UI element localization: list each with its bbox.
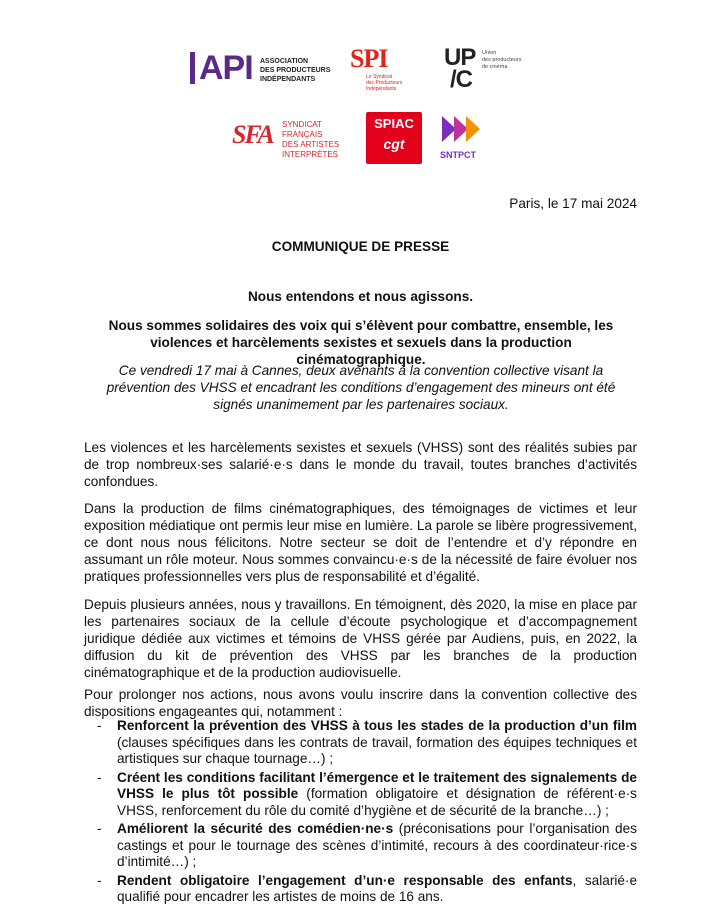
- paragraph-2: Dans la production de films cinématographiques, des témoignages de victimes et leur exposition médiatique ont permis leur mise en lumière. La parole se libère progressivement, ce dont nous nous félicitons. Notre secteur se doit de l’entendre et d’y répondre en assumant un rôle moteur. Nous sommes convaincu·e·s de la nécessité de faire évoluer nos pratiques professionnelles vers plus de responsabilité et d’égalité.: [84, 501, 637, 584]
- date-line: Paris, le 17 mai 2024: [509, 196, 637, 211]
- list-item-bold: Renforcent la prévention des VHSS à tous les stades de la production d’un film: [117, 718, 637, 733]
- list-item: [84, 718, 637, 768]
- engagement-list: [84, 718, 637, 908]
- api-text-2: DES PRODUCTEURS: [260, 67, 331, 74]
- list-dash: -: [97, 718, 102, 733]
- paragraph-1: Les violences et les harcèlements sexistes et sexuels (VHSS) sont des réalités subies par de trop nombreux·ses salarié·e·s dans le monde du travail, toutes branches d’activités confondues.: [84, 440, 637, 489]
- upc-mark-bottom: /C: [450, 66, 472, 93]
- list-item: [84, 821, 637, 871]
- list-item-text: (préconisations pour l’organisation des castings et pour le tournage des scènes d’intimité, recours à des coordinateur·rice·s d’intimité…) ;: [117, 821, 637, 869]
- intro-italic: Ce vendredi 17 mai à Cannes, deux avenants à la convention collective visant la prévention des VHSS et encadrant les conditions d’engagement des mineurs ont été signés unanimement par les partenaires sociaux.: [106, 363, 616, 412]
- page-title: COMMUNIQUE DE PRESSE: [271, 239, 450, 254]
- list-item-bold: Améliorent la sécurité des comédien·ne·s: [117, 821, 394, 836]
- list-item-bold: Rendent obligatoire l’engagement d’un·e responsable des enfants: [117, 872, 573, 888]
- api-bar-icon: [190, 52, 195, 84]
- list-dash: -: [97, 821, 102, 836]
- spi-text-2: des Producteurs: [366, 80, 403, 86]
- list-item-bold: Créent les conditions facilitant l’émergence et le traitement des signalements de VHSS le plus tôt possible: [117, 769, 637, 801]
- logo-spi: [350, 44, 425, 94]
- logo-api: [190, 48, 340, 88]
- sfa-text-4: INTERPRÈTES: [282, 150, 339, 159]
- api-text-1: ASSOCIATION: [260, 58, 309, 65]
- list-item: [84, 873, 637, 906]
- upc-mark-top: UP: [444, 44, 476, 71]
- spi-text-1: Le Syndicat: [366, 74, 393, 80]
- logo-sfa: [232, 118, 357, 162]
- list-dash: -: [97, 872, 102, 888]
- subheading-1: Nous entendons et nous agissons.: [247, 289, 474, 304]
- logo-upc: [444, 46, 534, 92]
- spi-text-3: Indépendants: [366, 86, 397, 92]
- list-item-text: (formation obligatoire et désignation de référent·e·s VHSS, renforcement du rôle du comité d’hygiène et de sécurité de la branche…) ;: [117, 786, 637, 818]
- logo-sntpct: [440, 114, 490, 166]
- list-dash: -: [97, 769, 102, 785]
- sfa-text-2: FRANÇAIS: [282, 130, 323, 139]
- list-item-text: (clauses spécifiques dans les contrats de travail, formation des équipes techniques et artistiques sur chaque tournage…) ;: [117, 734, 637, 766]
- list-item: [84, 770, 637, 820]
- list-item-text: , salarié·e qualifié pour encadrer les artistes de moins de 16 ans.: [117, 872, 638, 904]
- sfa-text-3: DES ARTISTES: [282, 140, 340, 149]
- sfa-mark: SFA: [232, 120, 273, 149]
- api-text-3: INDÉPENDANTS: [260, 76, 316, 83]
- sntpct-text: SNTPCT: [440, 150, 476, 160]
- spi-mark: SPI: [350, 44, 388, 73]
- logo-spiac-cgt: [366, 112, 422, 164]
- spiac-text: SPIAC: [374, 116, 414, 131]
- paragraph-4: Pour prolonger nos actions, nous avons voulu inscrire dans la convention collective des dispositions engageantes qui, notamment :: [84, 687, 637, 719]
- subheading-2: Nous sommes solidaires des voix qui s’élèvent pour combattre, ensemble, les violences et harcèlements sexistes et sexuels dans la production cinématographique.: [108, 318, 614, 367]
- paragraph-3: Depuis plusieurs années, nous y travaillons. En témoignent, dès 2020, la mise en place par les partenaires sociaux de la cellule d’écoute psychologique et d’accompagnement juridique dédiée aux victimes et témoins de VHSS gérée par Audiens, puis, en 2022, la diffusion du kit de prévention des VHSS par les branches de la production cinématographique et de la production audiovisuelle.: [84, 597, 637, 680]
- upc-text-2: des producteurs: [482, 57, 522, 63]
- cgt-text: cgt: [383, 136, 405, 152]
- upc-text-3: de cinéma: [482, 64, 508, 70]
- sntpct-arrows-icon: [442, 114, 486, 144]
- api-mark: API: [199, 49, 253, 87]
- upc-text-1: Union: [482, 50, 497, 56]
- sfa-text-1: SYNDICAT: [282, 120, 322, 129]
